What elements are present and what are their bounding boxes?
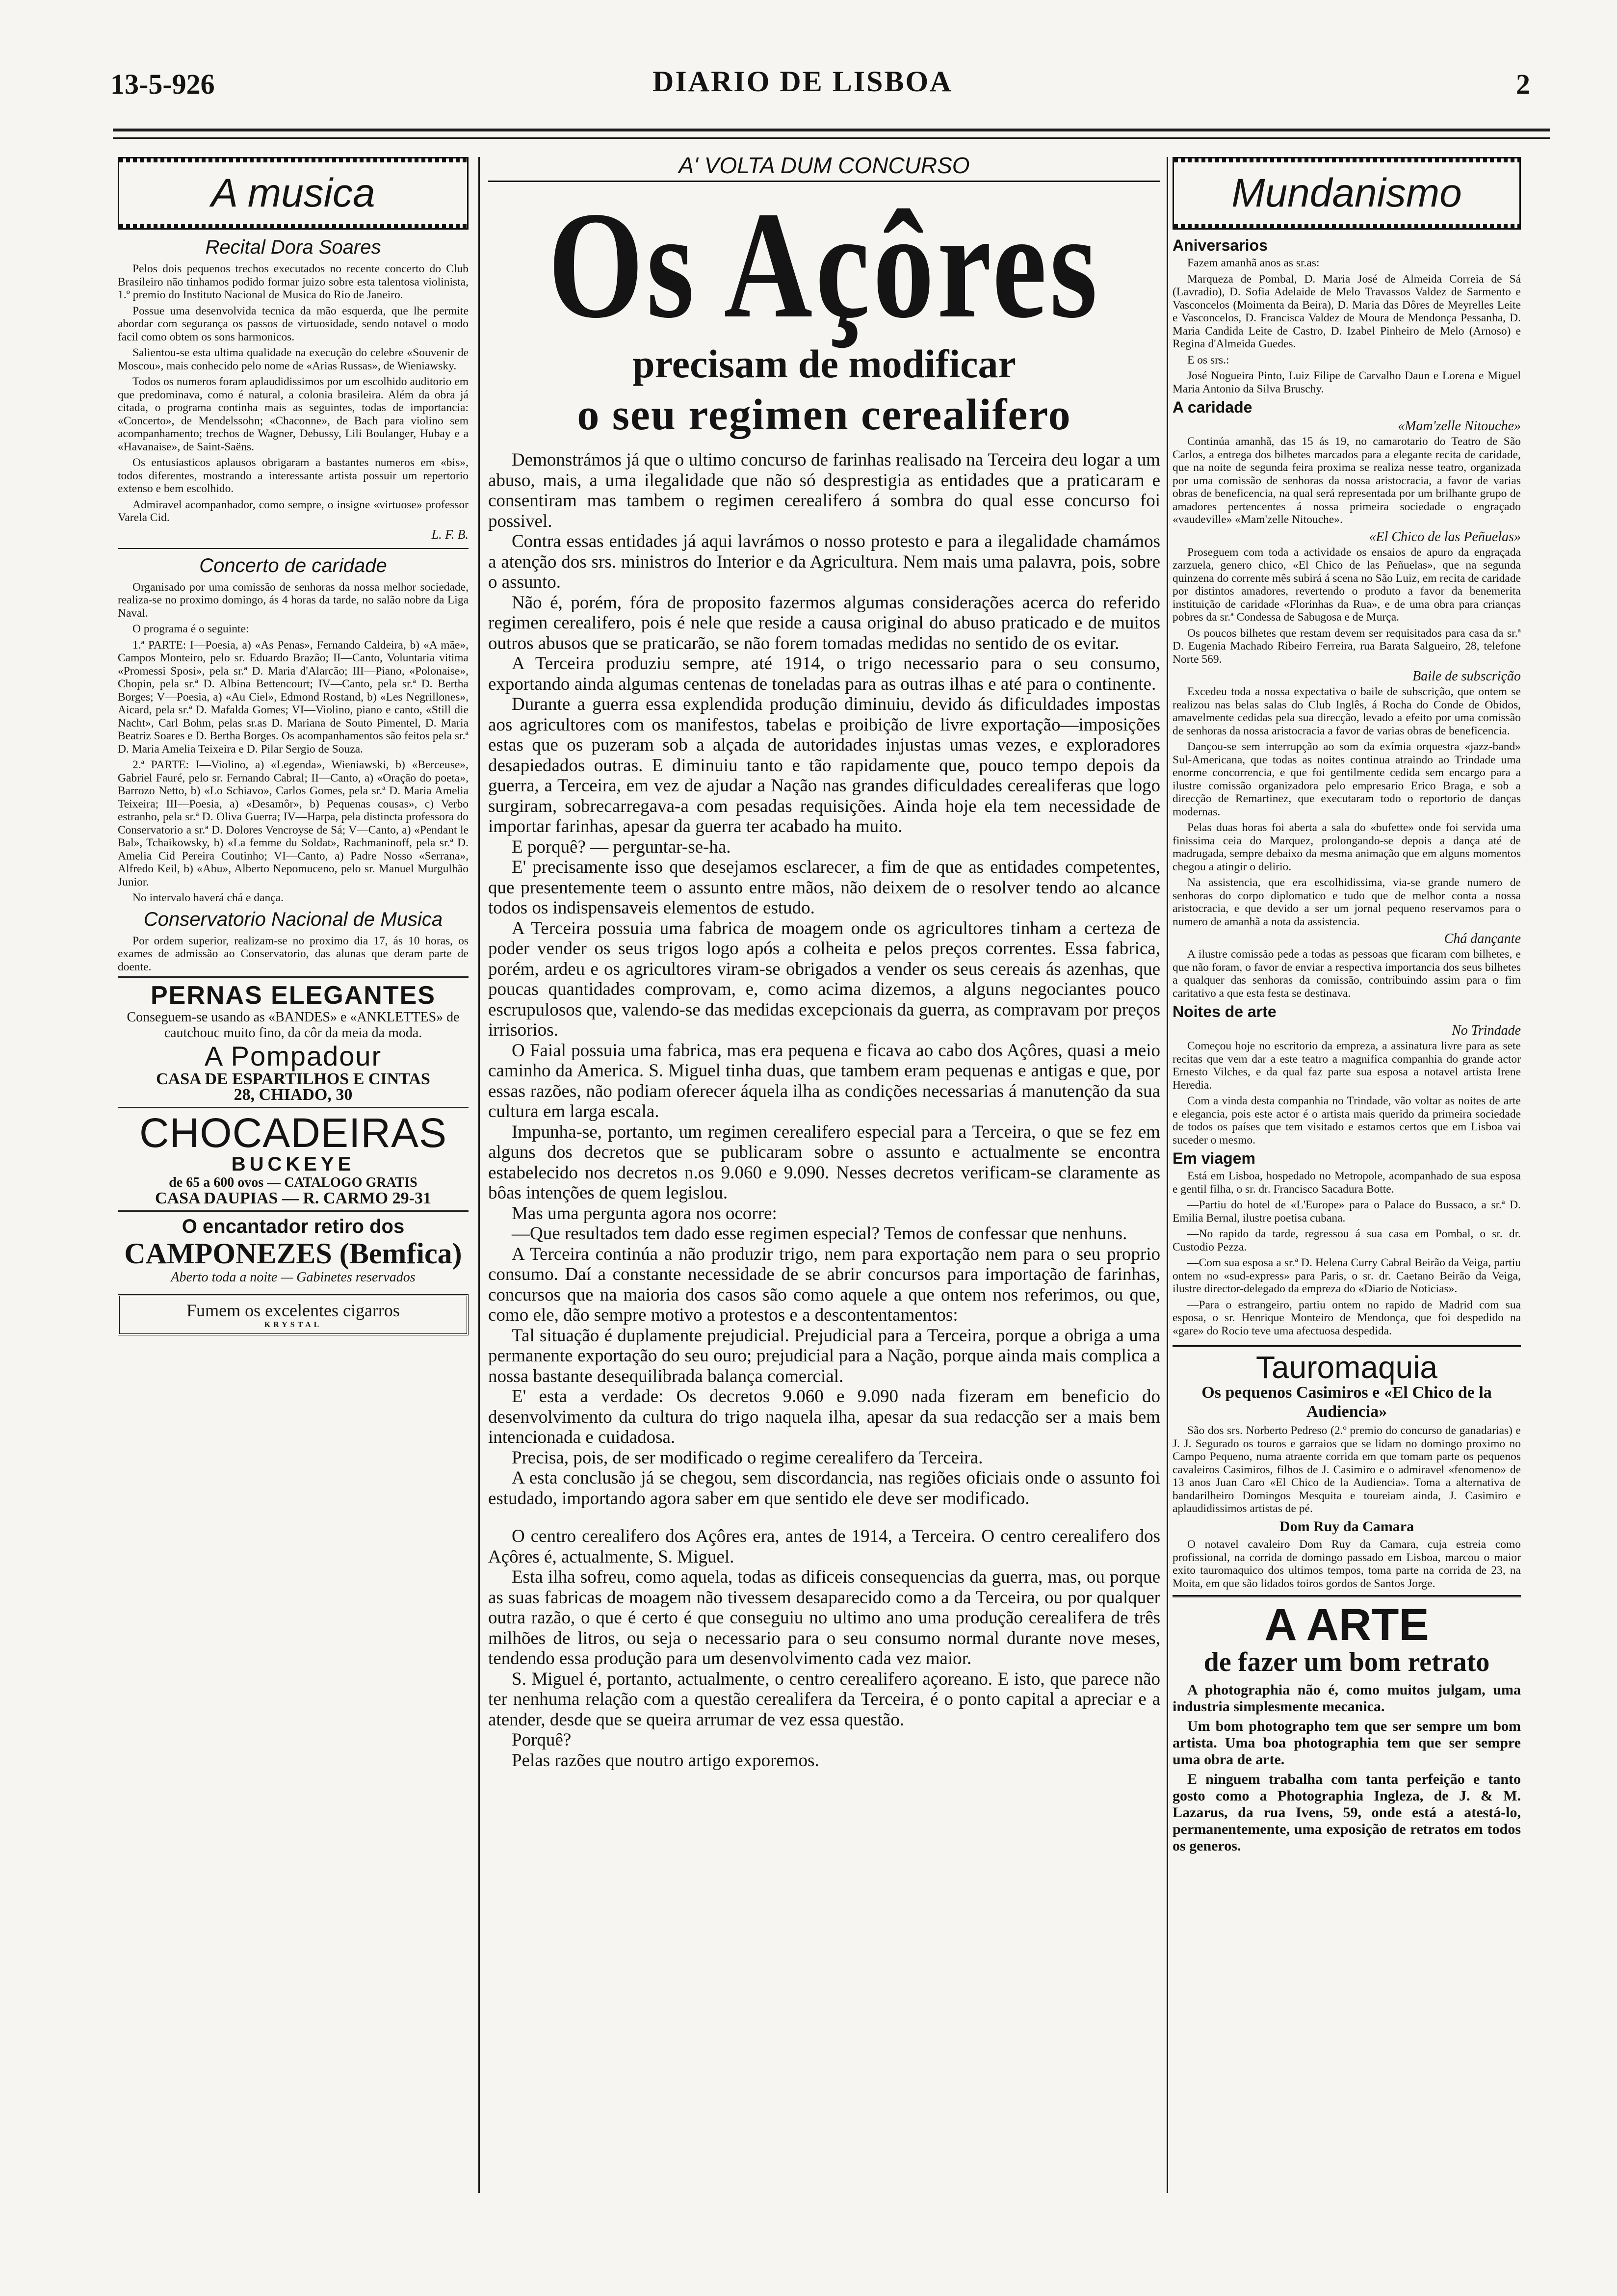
caridade-paragraph: Os poucos bilhetes que restam devem ser requisitados para casa da sr.ª D. Eugenia Machado Ribeiro Ferreira, rua Barata Salgueiro, 28, telefone Norte 569. (1173, 626, 1521, 666)
caridade-paragraph: Organisado por uma comissão de senhoras da nossa melhor sociedade, realiza-se no proximo domingo, ás 4 horas da tarde, no salão nobre da Liga Naval. (118, 580, 469, 620)
viagem-paragraph: —Com sua esposa a sr.ª D. Helena Curry Cabral Beirão da Veiga, partiu ontem no «sud-express» para Paris, o sr. dr. Caetano Beirão da Veiga, ilustre director-delegado da empreza do «Diario de Noticias». (1173, 1256, 1521, 1296)
article-kicker: A' VOLTA DUM CONCURSO (488, 157, 1160, 182)
tauromaquia-title: Tauromaquia (1173, 1345, 1521, 1383)
cha-subtitle: Chá dançante (1444, 931, 1521, 947)
column-rule-right (1167, 157, 1168, 2193)
baile-paragraph: Dançou-se sem interrupção ao som da exímia orquestra «jazz-band» Sul-Americana, que todas as noites continua atraindo ao Trindade uma enorme concorrencia, e que foi gentilmente cedida sem encargo para a ilustre comissão organizadora pelo empresario Erico Braga, e sob a direcção de Remartinez, que executaram todo o reportorio de danças modernas. (1173, 740, 1521, 818)
arte-ad-paragraph: E ninguem trabalha com tanta perfeição e tanto gosto como a Photographia Ingleza, de J. & M. Lazarus, da rua Ivens, 59, onde está a atestá-lo, permanentemente, uma exposição de retratos em todos os generos. (1173, 1771, 1521, 1854)
viagem-title: Em viagem (1173, 1149, 1255, 1168)
issue-date: 13-5-926 (110, 68, 215, 100)
viagem-paragraph: —No rapido da tarde, regressou á sua casa em Pombal, o sr. dr. Custodio Pezza. (1173, 1227, 1521, 1253)
header-rule-top (113, 129, 1550, 131)
caridade-paragraph: O programa é o seguinte: (132, 623, 249, 636)
column-rule-left (478, 157, 480, 2193)
body-paragraph: —Que resultados tem dado esse regimen especial? Temos de confessar que nenhuns. (512, 1224, 1127, 1244)
body-paragraph: Porquê? (512, 1730, 572, 1750)
aniversarios-paragraph: José Nogueira Pinto, Luiz Filipe de Carvalho Daun e Lorena e Miguel Maria Antonio da Silva Bruschy. (1173, 369, 1521, 395)
ad-chocadeiras (118, 1107, 469, 1210)
noites-paragraph: Com a vinda desta companhia no Trindade, vão voltar as noites de arte e elegancia, pois este actor é o artista mais querido da primeira sociedade de todos os países que tem visitado e estamos certos que em Lisboa vai suceder o mesmo. (1173, 1095, 1521, 1147)
recital-paragraph: Pelos dois pequenos trechos executados no recente concerto do Club Brasileiro não tinhamos podido formar juizo sobre esta talentosa violinista, 1.º premio do Instituto Nacional de Musica do Rio de Janeiro. (118, 262, 469, 302)
noites-subtitle: No Trindade (1452, 1023, 1521, 1039)
ad-retiro-name: CAMPONEZES (Bemfica) (124, 1237, 462, 1270)
left-column (118, 157, 469, 2193)
center-column (488, 157, 1160, 2193)
aniversarios-title: Aniversarios (1173, 236, 1268, 255)
conservatorio-article (118, 909, 469, 974)
conservatorio-title: Conservatorio Nacional de Musica (143, 908, 443, 930)
divider (118, 548, 469, 549)
article-body (488, 450, 1160, 1771)
aniversarios-paragraph: Fazem amanhã anos as sr.as: (1187, 257, 1320, 270)
ad-chocadeiras-line1: de 65 a 600 ovos — CATALOGO GRATIS (169, 1174, 417, 1190)
ad-pompadour-line1: CASA DE ESPARTILHOS E CINTAS (156, 1070, 430, 1088)
recital-title: Recital Dora Soares (205, 236, 381, 259)
recital-article (118, 236, 469, 542)
article-headline: Os Açôres (548, 180, 1100, 350)
viagem-paragraph: Está em Lisboa, hospedado no Metropole, acompanhado de sua esposa e gentil filha, o sr. dr. Francisco Sacadura Botte. (1173, 1170, 1521, 1196)
body-paragraph: O centro cerealifero dos Açôres era, antes de 1914, a Terceira. O centro cerealifero dos Açôres é, actualmente, S. Miguel. (488, 1526, 1160, 1567)
body-paragraph: Mas uma pergunta agora nos ocorre: (512, 1203, 777, 1224)
ad-krystal-name: KRYSTAL (264, 1320, 322, 1329)
tauromaquia-paragraph: O notavel cavaleiro Dom Ruy da Camara, cuja estreia como profissional, na corrida de domingo passado em Lisboa, marcou o maior exito tauromaquico dos ultimos tempos, toma parte na corrida de 23, na Moita, em que são lidados toiros gordos de Santos Jorge. (1173, 1538, 1521, 1590)
arte-ad (1173, 1595, 1521, 1854)
body-paragraph: Pelas razões que noutro artigo exporemos. (512, 1750, 819, 1771)
ad-chocadeiras-line2: CASA DAUPIAS — R. CARMO 29-31 (155, 1189, 431, 1207)
ad-retiro-line2: Aberto toda a noite — Gabinetes reservados (171, 1269, 416, 1285)
viagem-paragraph: —Partiu do hotel de «L'Europe» para o Palace do Bussaco, a sr.ª D. Emilia Bernal, ilustre poetisa cubana. (1173, 1199, 1521, 1225)
body-paragraph: E porquê? — perguntar-se-ha. (512, 836, 731, 857)
body-paragraph: Contra essas entidades já aqui lavrámos o nosso protesto e para a ilegalidade chamámos a atenção dos srs. ministros do Interior e da Agricultura. Nem mais uma palavra, pois, sobre o assunto. (488, 531, 1160, 592)
body-paragraph: Durante a guerra essa explendida produção diminuiu, devido ás dificuldades impostas aos agricultores com os manifestos, tabelas e proibição de livre exportação—imposições estas que os puzeram sob a alçada de autoridades injustas umas vezes, e exploradores desapiedados outras. E diminuiu tanto e tão rapidamente que, pouco tempo depois da guerra, a Terceira, em vez de ajudar a Nação nas grandes dificuldades cerealiferas que logo surgiram, sobrecarregava-a com pesadas requisições. Ainda hoje ela tem necessidade de importar farinhas, apesar da guerra ter acabado ha muito. (488, 694, 1160, 836)
recital-paragraph: Possue uma desenvolvida tecnica da mão esquerda, que lhe permite abordar com segurança os passos de virtuosidade, sendo notavel o modo facil como obtem os sons harmonicos. (118, 304, 469, 343)
arte-ad-title: A ARTE (1264, 1600, 1429, 1650)
baile-subtitle: Baile de subscrição (1412, 669, 1521, 684)
aniversarios-paragraph: Marqueza de Pombal, D. Maria José de Almeida Correia de Sá (Lavradio), D. Sofia Adelaide de Melo Travassos Valdez de Sarmento e Vasconcelos (Moimenta da Beira), D. Maria das Dôres de Meyrelles Leite e Vasconcelos, D. Francisca Valdez de Moura de Mendonça Pessanha, D. Maria Candida Leite de Castro, D. Izabel Pinheiro de Melo (Arnoso) e Regina d'Almeida Guedes. (1173, 272, 1521, 351)
noites-paragraph: Começou hoje no escritorio da empreza, a assinatura livre para as sete recitas que vem dar a este teatro a magnifica companhia do grande actor Ernesto Vilches, e da qual faz parte sua esposa a notavel artista Irene Heredia. (1173, 1040, 1521, 1092)
caridade-paragraph: 2.ª PARTE: I—Violino, a) «Legenda», Wieniawski, b) «Berceuse», Gabriel Fauré, pelo sr. Fernando Cabral; II—Canto, a) «Oração do poeta», Barrozo Netto, b) «Lo Schiavo», Carlos Gomes, pela sr.ª D. Maria Amelia Teixeira; III—Poesia, a) «Desamôr», b) Pequenas cousas», c) Verbo estranho, pela sr.ª D. Oliva Guerra; IV—Harpa, pela distincta professora do Conservatorio a sr.ª D. Dolores Vencroyse de Sá; V—Canto, a) «Pendant le Bal», Tchaikowsky, b) «La femme du Soldat», Rachmaninoff, pela sr.ª D. Amelia Cid Pereira Coutinho; VI—Canto, a) Padre Nosso «Serrana», Alfredo Keil, b) «Abu», Alberto Nepomuceno, pelo sr. Manuel Murgulhão Junior. (118, 758, 469, 888)
caridade-paragraph: 1.ª PARTE: I—Poesia, a) «As Penas», Fernando Caldeira, b) «A mãe», Campos Monteiro, pelo sr. Eduardo Brazão; II—Canto, Voluntaria vitima «Promessi Sposi», pela sr.ª D. Maria d'Alarcão; III—Piano, «Polonaise», Chopin, pela sr.ª D. Albina Bettencourt; IV—Canto, pela sr.ª D. Bertha Borges; V—Poesia, a) «Au Ciel», Edmond Rostand, b) «Les Negrillones», Aicard, pela sr.ª D. Mafalda Gomes; VI—Violino, piano e canto, «Still die Nacht», Carl Bohm, pelas sr.as D. Mariana de Souto Pimentel, D. Maria Beatriz Soares e D. Bertha Borges. Os acompanhamentos são feitos pela sr.ª D. Maria Amelia Teixeira e D. Pilar Sergio de Souza. (118, 638, 469, 756)
ad-retiro-line1: O encantador retiro dos (182, 1215, 405, 1237)
viagem-paragraph: —Para o estrangeiro, partiu ontem no rapido de Madrid com sua esposa, o sr. Henrique Monteiro de Mendonça, que foi despedido na «gare» do Rocio teve uma afectuosa despedida. (1173, 1298, 1521, 1337)
body-paragraph: A esta conclusão já se chegou, sem discordancia, nas regiões oficiais onde o assunto foi estudado, importando agora saber em que sentido ele deve ser modificado. (488, 1468, 1160, 1509)
body-paragraph: S. Miguel é, portanto, actualmente, o centro cerealifero açoreano. E isto, que parece não ter nenhuma relação com a questão cerealifera da Terceira, é o ponto capital a apreciar e a atender, desde que se queira arrumar de vez essa questão. (488, 1669, 1160, 1730)
ad-pernas-text: Conseguem-se usando as «BANDES» e «ANKLETTES» de cautchouc muito fino, da côr da meia da moda. (127, 1010, 460, 1041)
ad-pernas-elegantes (118, 976, 469, 1107)
cha-paragraph: A ilustre comissão pede a todas as pessoas que ficaram com bilhetes, e que não foram, o favor de enviar a respectiva importancia dos seus bilhetes a qualquer das senhoras da comissão, contribuindo assim para o fim caritativo a que esta festa se destinava. (1173, 948, 1521, 1000)
ad-chocadeiras-brand: BUCKEYE (231, 1153, 355, 1175)
body-paragraph: Esta ilha sofreu, como aquela, todas as dificeis consequencias da guerra, mas, ou porque as suas fabricas de moagem não tivessem desaparecido como a da Terceira, ou por qualquer outra razão, o que é certo é que conseguiu no ultimo ano uma produção cerealifera de três milhões de litros, ou seja o necessario para o seu consumo normal durante nove meses, tendendo essa produção para um desenvolvimento cada vez maior. (488, 1567, 1160, 1669)
recital-paragraph: Salientou-se esta ultima qualidade na execução do celebre «Souvenir de Moscou», mais conhecido pelo nome de «Arias Russas», de Wieniawsky. (118, 346, 469, 372)
body-paragraph: A Terceira continúa a não produzir trigo, nem para exportação nem para o seu proprio consumo. Daí a constante necessidade de se abrir concursos para importação de farinhas, concursos que na maioria dos casos são como aquele a que ontem nos referimos, ou que, como ele, dão sempre motivo a protestos e a descontentamentos: (488, 1244, 1160, 1325)
caridade-paragraph: Continúa amanhã, das 15 ás 19, no camarotario do Teatro de São Carlos, a entrega dos bilhetes marcados para a elegante recita de caridade, que na noite de segunda feira proxima se realiza nesse teatro, organizada por uma comissão de senhoras da nossa aristocracia, a favor de varias obras de beneficencia, na qual será representada por um brilhante grupo de amadores pertencentes á nossa primeira sociedade o engraçado «vaudeville» «Mam'zelle Nitouche». (1173, 435, 1521, 526)
tauromaquia-subtitle-2: Dom Ruy da Camara (1279, 1518, 1414, 1535)
body-paragraph: E' esta a verdade: Os decretos 9.060 e 9.090 nada fizeram em beneficio do desenvolvimento da cultura do trigo naquela ilha, apesar da sua redacção ser a mais bem intencionada e cuidadosa. (488, 1386, 1160, 1447)
page-number: 2 (1516, 68, 1530, 100)
arte-ad-paragraph: A photographia não é, como muitos julgam, uma industria simplesmente mecanica. (1173, 1681, 1521, 1715)
section-title-musica: A musica (118, 157, 469, 230)
conservatorio-paragraph: Por ordem superior, realizam-se no proximo dia 17, ás 10 horas, os exames de admissão ao Conservatorio, das alunas que deram parte de doente. (118, 934, 469, 973)
baile-paragraph: Pelas duas horas foi aberta a sala do «bufette» onde foi servida uma finissima ceia do Marquez, prolongando-se depois a dança até de madrugada, sempre debaixo da mesma animação que em alguns momentos chegou a atingir o delirio. (1173, 821, 1521, 873)
caridade-paragraph: Proseguem com toda a actividade os ensaios de apuro da engraçada zarzuela, genero chico, «El Chico de las Peñuelas», que na segunda quinzena do corrente mês subirá á scena no São Luiz, em recita de caridade por distintos amadores, revertendo o produto a favor da benemerita instituição de caridade «Florinhas da Rua», e de uma obra para crianças pobres da sr.ª Condessa de Sabugosa e de Murça. (1173, 546, 1521, 624)
newspaper-title: DIARIO DE LISBOA (652, 65, 953, 98)
caridade-concert-title: Concerto de caridade (199, 554, 387, 576)
body-paragraph: Não é, porém, fóra de proposito fazermos algumas considerações acerca do referido regimen cerealifero, pois é nele que reside a causa original do abuso praticado e de muitos outros abusos que se praticarão, se não forem tomadas medidas no sentido de os evitar. (488, 592, 1160, 653)
caridade-subtitle-1: «Mam'zelle Nitouche» (1398, 418, 1521, 434)
body-paragraph: O Faial possuia uma fabrica, mas era pequena e ficava ao cabo dos Açôres, quasi a meio caminho da America. S. Miguel tinha duas, que tambem eram pequenas e antigas e que, por essas razões, não podiam oferecer áquela ilha as condições necessarias á manutenção da sua cultura em larga escala. (488, 1040, 1160, 1122)
tauromaquia-paragraph: São dos srs. Norberto Pedreso (2.º premio do concurso de ganadarias) e J. J. Segurado os touros e garraios que se lidam no domingo proximo no Campo Pequeno, numa atraente corrida em que tomam parte os pequenos cavaleiros Casimiros, filhos de J. Casimiro e o admiravel «fenomeno» de 13 anos Juan Caro «El Chico de la Audiencia». Toma a alternativa de bandarilheiro Domingos Mesquita e toureiam ainda, J. Casimiro e aplaudidissimos artistas de pé. (1173, 1424, 1521, 1515)
recital-paragraph: Os entusiasticos aplausos obrigaram a bastantes numeros em «bis», todos diferentes, mostrando a interessante artista possuir um repertorio extenso e bem escolhido. (118, 456, 469, 496)
tauromaquia-subtitle: Os pequenos Casimiros e «El Chico de la Audiencia» (1201, 1383, 1492, 1421)
body-paragraph: Precisa, pois, de ser modificado o regime cerealifero da Terceira. (512, 1447, 983, 1468)
noites-title: Noites de arte (1173, 1003, 1277, 1021)
body-paragraph: Demonstrámos já que o ultimo concurso de farinhas realisado na Terceira deu logar a um abuso, mais, a uma ilegalidade que não só desprestigia as entidades que a praticaram e consentiram mas tambem o regimen cerealifero á sombra do qual esse concurso foi possivel. (488, 450, 1160, 531)
recital-paragraph: Todos os numeros foram aplaudidissimos por um escolhido auditorio em que predominava, como é natural, a colonia brasileira. Além da obra já citada, o programa continha mais as seguintes, todas de importancia: «Concerto», de Mendelssohn; «Chaconne», de Bach para violino sem acompanhamento; trechos de Wagner, Debussy, Lili Boulanger, Hubay e a «Havanaise», de Saint-Saëns. (118, 375, 469, 453)
body-paragraph: E' precisamente isso que desejamos esclarecer, a fim de que as entidades competentes, que presentemente teem o assunto entre mãos, não deixem de o resolver tendo ao alcance todos os indispensaveis elementos de estudo. (488, 857, 1160, 918)
recital-signature: L. F. B. (431, 527, 469, 542)
ad-pompadour-title: A Pompadour (204, 1041, 382, 1072)
ad-krystal (118, 1294, 469, 1335)
caridade-paragraph: No intervalo haverá chá e dança. (132, 891, 284, 905)
ad-krystal-line1: Fumem os excelentes cigarros (186, 1300, 400, 1320)
baile-paragraph: Na assistencia, que era escolhidissima, via-se grande numero de senhoras do corpo diplomatico e tudo que de melhor conta a nossa aristocracia, e que devido a ser um jornal pequeno reservamos para o numero de amanhã a nota da assistencia. (1173, 876, 1521, 928)
body-paragraph: Tal situação é duplamente prejudicial. Prejudicial para a Terceira, porque a obriga a uma permanente exportação do seu ouro; prejudicial para a Nação, porque ainda mais complica a nossa bastante desequilibrada balança comercial. (488, 1325, 1160, 1386)
right-column (1173, 157, 1521, 2193)
body-paragraph: A Terceira possuia uma fabrica de moagem onde os agricultores tinham a certeza de poder vender os seus trigos logo após a colheita e pelos preços correntes. Essa fabrica, porém, ardeu e os agricultores viram-se obrigados a vender os seus cereais ás azenhas, que poucas quantidades comprovam, e, como acima dizemos, a alguns negociantes pouco escrupulosos que, valendo-se das medidas excepcionais da guerra, as compravam por preços irrisorios. (488, 918, 1160, 1040)
arte-ad-paragraph: Um bom photographo tem que ser sempre um bom artista. Uma boa photographia tem que ser sempre uma obra de arte. (1173, 1718, 1521, 1768)
body-paragraph: A Terceira produziu sempre, até 1914, o trigo necessario para o seu consumo, exportando ainda algumas centenas de toneladas para as outras ilhas e até para o continente. (488, 653, 1160, 694)
header-rule-bottom (113, 137, 1550, 139)
aniversarios-paragraph: E os srs.: (1187, 353, 1229, 366)
caridade-title: A caridade (1173, 398, 1252, 417)
section-title-mundanismo: Mundanismo (1173, 157, 1521, 230)
caridade-subtitle-2: «El Chico de las Peñuelas» (1369, 529, 1521, 545)
recital-paragraph: Admiravel acompanhador, como sempre, o insigne «virtuose» professor Varela Cid. (118, 498, 469, 524)
ad-pernas-title: PERNAS ELEGANTES (151, 981, 436, 1010)
body-paragraph: Impunha-se, portanto, um regimen cerealifero especial para a Terceira, o que se fez em alguns dos decretos que se publicaram sobre o assunto e actualmente se encontra estabelecido nos decretos n.os 9.060 e 9.090. Nesses decretos verificam-se claramente as bôas intenções de quem legislou. (488, 1122, 1160, 1203)
article-deck-2: o seu regimen cerealifero (577, 391, 1071, 439)
article-deck-1: precisam de modificar (632, 341, 1016, 386)
baile-paragraph: Excedeu toda a nossa expectativa o baile de subscrição, que ontem se realizou nas belas salas do Club Inglês, á Rocha do Conde de Obidos, amavelmente cedidas pela sua direcção, levado a efeito por uma comissão de senhoras da nossa aristocracia a favor de varias obras de beneficencia. (1173, 685, 1521, 737)
ad-chocadeiras-title: CHOCADEIRAS (139, 1109, 447, 1156)
ad-pompadour-line2: 28, CHIADO, 30 (234, 1085, 353, 1104)
arte-ad-subtitle: de fazer um bom retrato (1203, 1647, 1490, 1678)
ad-retiro (118, 1210, 469, 1289)
caridade-concert-article (118, 555, 469, 905)
